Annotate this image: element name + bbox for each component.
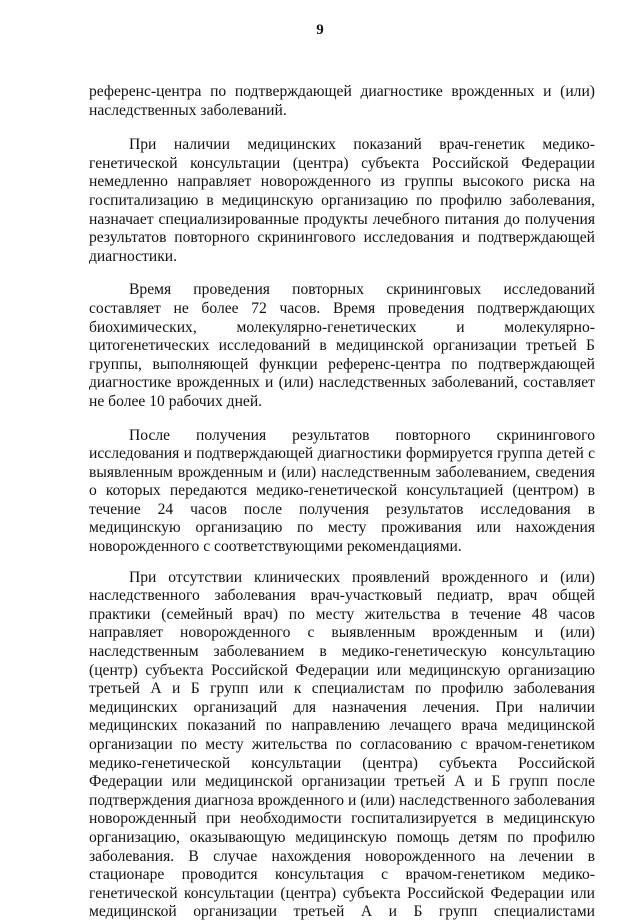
paragraph-no-symptoms: При отсутствии клинических проявлений врожденного и (или) наследственного заболевания врач-участковый педиатр, врач общей практики (семейный врач) по месту жительства в течение 48 часов направляет новорожденного с выявленным врожденным и (или) наследственным заболеванием в медико-генетическую консультацию (центр) субъекта Российской Федерации или медицинскую организацию третьей А и Б групп или к специалистам по профилю заболевания медицинских организаций для назначения лечения. При наличии медицинских показаний по направлению лечащего врача медицинской организации по месту жительства по согласованию с врачом-генетиком медико-генетической консультации (центра) субъекта Российской Федерации или медицинской организации третьей А и Б групп после подтверждения диагноза врожденного и (или) наследственного заболевания новорожденный при необходимости госпитализируется в медицинскую организацию, оказывающую медицинскую помощь детям по профилю заболевания. В случае нахождения новорожденного на лечении в стационаре проводится консультация с врачом-генетиком медико-генетической консультации (центра) субъекта Российской Федерации или медицинской организации третьей А и Б групп специалистами — [89, 568, 595, 921]
paragraph-hospitalization: При наличии медицинских показаний врач-генетик медико-генетической консультации (центра) субъекта Российской Федерации немедленно направляет новорожденного из группы высокого риска на госпитализацию в медицинскую организацию по профилю заболевания, назначает специализированные продукты лечебного питания до получения результатов повторного скринингового исследования и подтверждающей диагностики. — [89, 136, 595, 265]
paragraph-continuation: референс-центра по подтверждающей диагностике врожденных и (или) наследственных заболеваний. — [89, 83, 595, 119]
paragraph-results: После получения результатов повторного скринингового исследования и подтверждающей диагностики формируется группа детей с выявленным врожденным и (или) наследственным заболеванием, сведения о которых передаются медико-генетической консультацией (центром) в течение 24 часов после получения результатов исследования в медицинскую организацию по месту проживания или нахождения новорожденного с соответствующими рекомендациями. — [89, 426, 595, 556]
paragraph-timing: Время проведения повторных скрининговых исследований составляет не более 72 часов. Время проведения подтверждающих биохимических, молекулярно-генетических и молекулярно-цитогенетических исследований в медицинской организации третьей Б группы, выполняющей функции референс-центра по подтверждающей диагностике врожденных и (или) наследственных заболеваний, составляет не более 10 рабочих дней. — [89, 281, 595, 410]
page-number: 9 — [316, 22, 324, 38]
document-body — [89, 83, 595, 922]
